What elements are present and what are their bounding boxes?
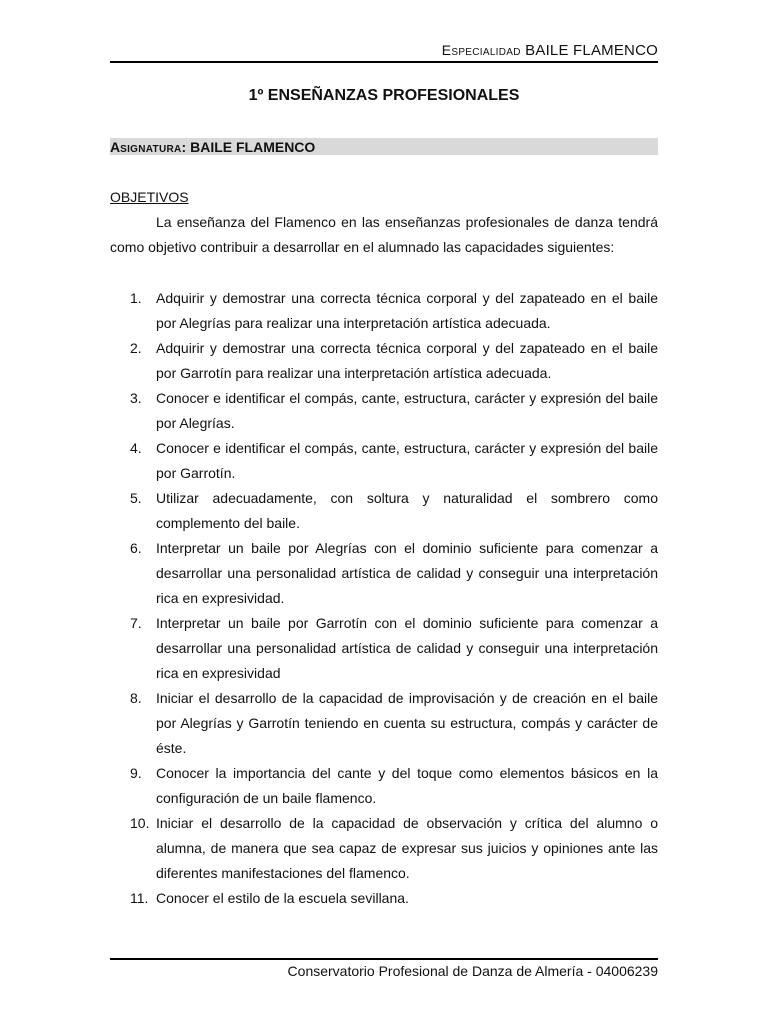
subject-label (110, 139, 315, 155)
page-header (110, 42, 658, 59)
objective-text: Adquirir y demostrar una correcta técnica corporal y del zapateado en el baile por Alegrías para realizar una interpretación artística adecuada. (156, 290, 658, 331)
subject-colon: : (181, 139, 187, 155)
objectives-heading: OBJETIVOS (110, 189, 189, 205)
objective-item (110, 886, 658, 911)
objective-number: 3. (130, 390, 142, 406)
objective-number: 7. (130, 615, 142, 631)
objective-item (110, 611, 658, 686)
objective-number: 6. (130, 540, 142, 556)
objective-text: Conocer e identificar el compás, cante, estructura, carácter y expresión del baile por Alegrías. (156, 390, 658, 431)
objective-number: 10. (130, 815, 150, 831)
objective-item (110, 686, 658, 761)
objective-item (110, 486, 658, 536)
objective-item (110, 761, 658, 811)
objective-item (110, 436, 658, 486)
subject-bar (110, 138, 658, 155)
objective-text: Utilizar adecuadamente, con soltura y naturalidad el sombrero como complemento del baile. (156, 490, 658, 531)
objective-item (110, 336, 658, 386)
objective-number: 2. (130, 340, 142, 356)
objective-text: Conocer el estilo de la escuela sevillana. (156, 890, 409, 906)
objective-item (110, 386, 658, 436)
objective-text: Conocer e identificar el compás, cante, estructura, carácter y expresión del baile por Garrotín. (156, 440, 658, 481)
objectives-list (110, 286, 658, 911)
footer-rule (110, 958, 658, 960)
objective-number: 11. (130, 890, 149, 906)
objective-item (110, 536, 658, 611)
objective-item (110, 811, 658, 886)
page-footer: Conservatorio Profesional de Danza de Almería - 04006239 (287, 963, 658, 979)
objective-text: Iniciar el desarrollo de la capacidad de improvisación y de creación en el baile por Alegrías y Garrotín teniendo en cuenta su estructura, compás y carácter de éste. (156, 690, 658, 756)
objective-item (110, 286, 658, 336)
objectives-intro: La enseñanza del Flamenco en las enseñanzas profesionales de danza tendrá como objetivo contribuir a desarrollar en el alumnado las capacidades siguientes: (110, 214, 658, 255)
objective-number: 4. (130, 440, 142, 456)
objective-text: Iniciar el desarrollo de la capacidad de observación y crítica del alumno o alumna, de manera que sea capaz de expresar sus juicios y opiniones ante las diferentes manifestaciones del flamenco. (156, 815, 658, 881)
subject-value: BAILE FLAMENCO (190, 139, 316, 155)
page-title: 1º ENSEÑANZAS PROFESIONALES (248, 87, 520, 104)
header-rule (110, 61, 658, 63)
objective-text: Interpretar un baile por Alegrías con el dominio suficiente para comenzar a desarrollar una personalidad artística de calidad y conseguir una interpretación rica en expresividad. (156, 540, 658, 606)
objective-text: Adquirir y demostrar una correcta técnica corporal y del zapateado en el baile por Garrotín para realizar una interpretación artística adecuada. (156, 340, 658, 381)
objective-number: 8. (130, 690, 142, 706)
objective-text: Interpretar un baile por Garrotín con el dominio suficiente para comenzar a desarrollar una personalidad artística de calidad y conseguir una interpretación rica en expresividad (156, 615, 658, 681)
subject-label-rest: SIGNATURA (120, 144, 182, 155)
subject-label-initial: A (110, 139, 121, 155)
objective-number: 5. (130, 490, 142, 506)
objective-number: 1. (130, 290, 142, 306)
objective-number: 9. (130, 765, 142, 781)
specialty-label: ESPECIALIDAD (441, 42, 521, 58)
objective-text: Conocer la importancia del cante y del toque como elementos básicos en la configuración de un baile flamenco. (156, 765, 658, 806)
specialty-value: BAILE FLAMENCO (525, 42, 658, 59)
